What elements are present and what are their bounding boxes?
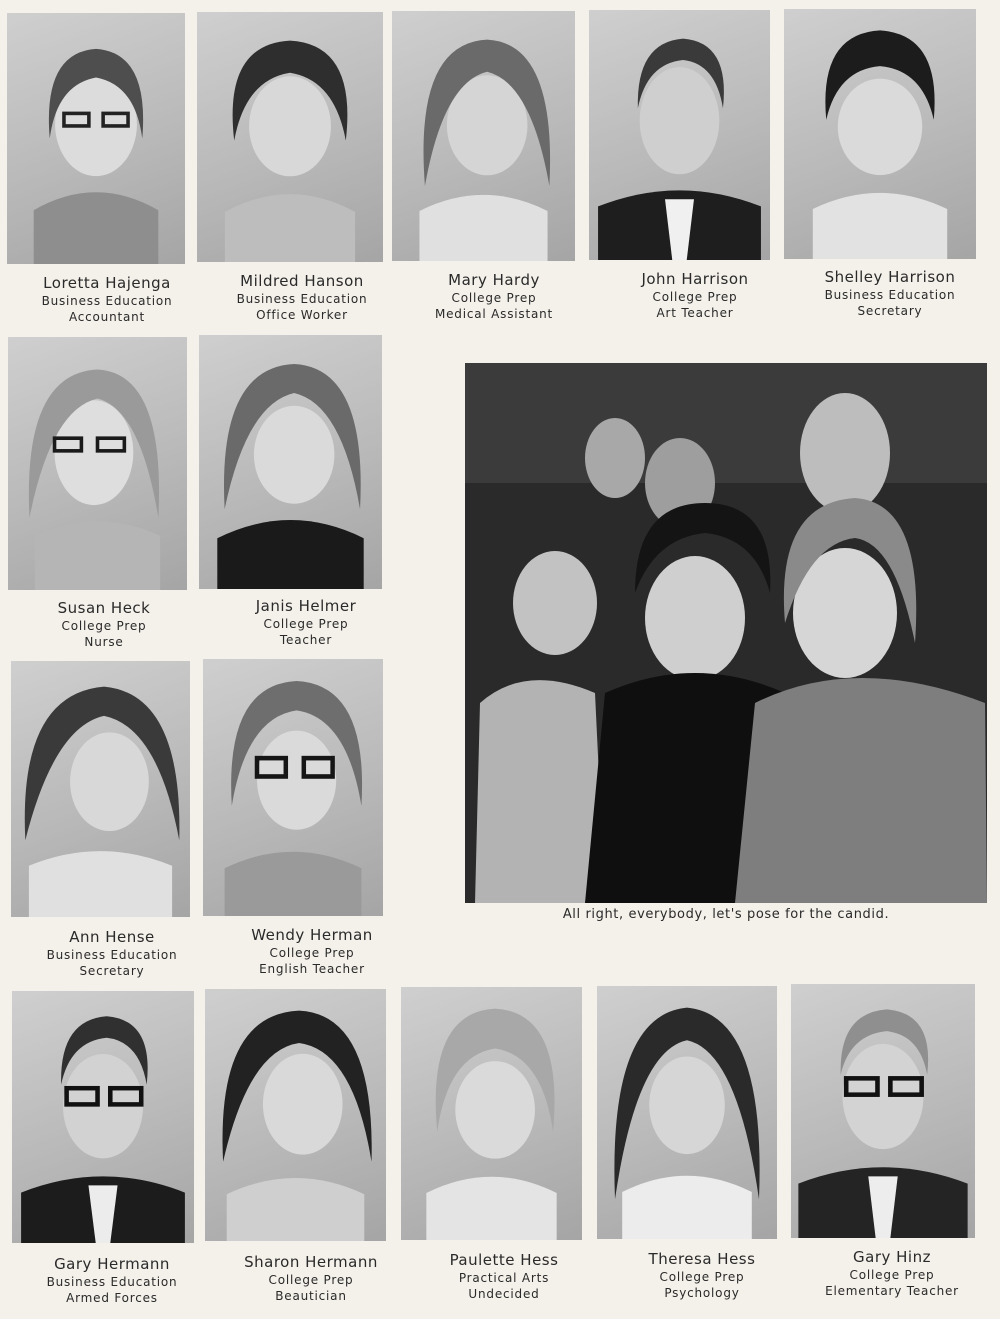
caption-theresa-hess <box>602 1250 802 1301</box>
student-name: Theresa Hess <box>648 1250 756 1268</box>
student-course: College Prep <box>451 291 537 305</box>
student-goal: Office Worker <box>256 308 348 322</box>
caption-susan-heck <box>4 599 204 650</box>
student-course: Business Education <box>236 292 368 306</box>
student-course: Business Education <box>824 288 956 302</box>
portrait-wendy-herman <box>203 659 383 916</box>
caption-mary-hardy <box>394 271 594 322</box>
student-name: Paulette Hess <box>449 1251 559 1269</box>
portrait-john-harrison <box>589 10 770 260</box>
caption-wendy-herman <box>212 926 412 977</box>
portrait-susan-heck <box>8 337 187 590</box>
portrait-paulette-hess <box>401 987 582 1240</box>
portrait-gary-hinz <box>791 984 975 1238</box>
student-goal: Secretary <box>79 964 145 978</box>
portrait-gary-hermann <box>12 991 194 1243</box>
student-name: John Harrison <box>641 270 749 288</box>
portrait-mildred-hanson <box>197 12 383 262</box>
caption-ann-hense <box>12 928 212 979</box>
portrait-shelley-harrison <box>784 9 976 259</box>
student-name: Gary Hermann <box>54 1255 170 1273</box>
student-course: Business Education <box>46 948 178 962</box>
caption-gary-hermann <box>12 1255 212 1306</box>
student-goal: Beautician <box>275 1289 347 1303</box>
caption-john-harrison <box>595 270 795 321</box>
student-goal: Nurse <box>84 635 124 649</box>
portrait-loretta-hajenga <box>7 13 185 264</box>
caption-janis-helmer <box>206 597 406 648</box>
portrait-janis-helmer <box>199 335 382 589</box>
student-course: College Prep <box>61 619 147 633</box>
student-goal: Elementary Teacher <box>825 1284 959 1298</box>
student-goal: Medical Assistant <box>434 307 554 321</box>
student-goal: Armed Forces <box>66 1291 158 1305</box>
student-name: Sharon Hermann <box>244 1253 378 1271</box>
portrait-theresa-hess <box>597 986 777 1239</box>
student-name: Mary Hardy <box>448 271 540 289</box>
caption-gary-hinz <box>792 1248 992 1299</box>
student-name: Shelley Harrison <box>824 268 956 286</box>
student-name: Gary Hinz <box>853 1248 931 1266</box>
student-name: Janis Helmer <box>255 597 357 615</box>
portrait-ann-hense <box>11 661 190 917</box>
student-goal: Accountant <box>68 310 146 324</box>
student-course: College Prep <box>268 1273 354 1287</box>
caption-paulette-hess <box>404 1251 604 1302</box>
student-course: College Prep <box>652 290 738 304</box>
student-course: College Prep <box>269 946 355 960</box>
caption-mildred-hanson <box>202 272 402 323</box>
student-goal: Secretary <box>857 304 923 318</box>
candid-caption: All right, everybody, let's pose for the candid. <box>562 907 890 922</box>
student-course: Practical Arts <box>458 1271 550 1285</box>
student-goal: Teacher <box>279 633 333 647</box>
student-course: College Prep <box>263 617 349 631</box>
student-goal: Undecided <box>468 1287 540 1301</box>
student-name: Wendy Herman <box>251 926 373 944</box>
caption-loretta-hajenga <box>7 274 207 325</box>
student-name: Susan Heck <box>57 599 151 617</box>
student-goal: English Teacher <box>259 962 365 976</box>
student-goal: Psychology <box>664 1286 740 1300</box>
portrait-mary-hardy <box>392 11 575 261</box>
student-course: Business Education <box>41 294 173 308</box>
student-course: College Prep <box>659 1270 745 1284</box>
student-course: College Prep <box>849 1268 935 1282</box>
student-name: Ann Hense <box>69 928 155 946</box>
caption-sharon-hermann <box>211 1253 411 1304</box>
student-course: Business Education <box>46 1275 178 1289</box>
caption-shelley-harrison <box>790 268 990 319</box>
student-goal: Art Teacher <box>656 306 734 320</box>
student-name: Loretta Hajenga <box>43 274 171 292</box>
student-name: Mildred Hanson <box>240 272 364 290</box>
candid-photo <box>465 363 987 903</box>
portrait-sharon-hermann <box>205 989 386 1241</box>
